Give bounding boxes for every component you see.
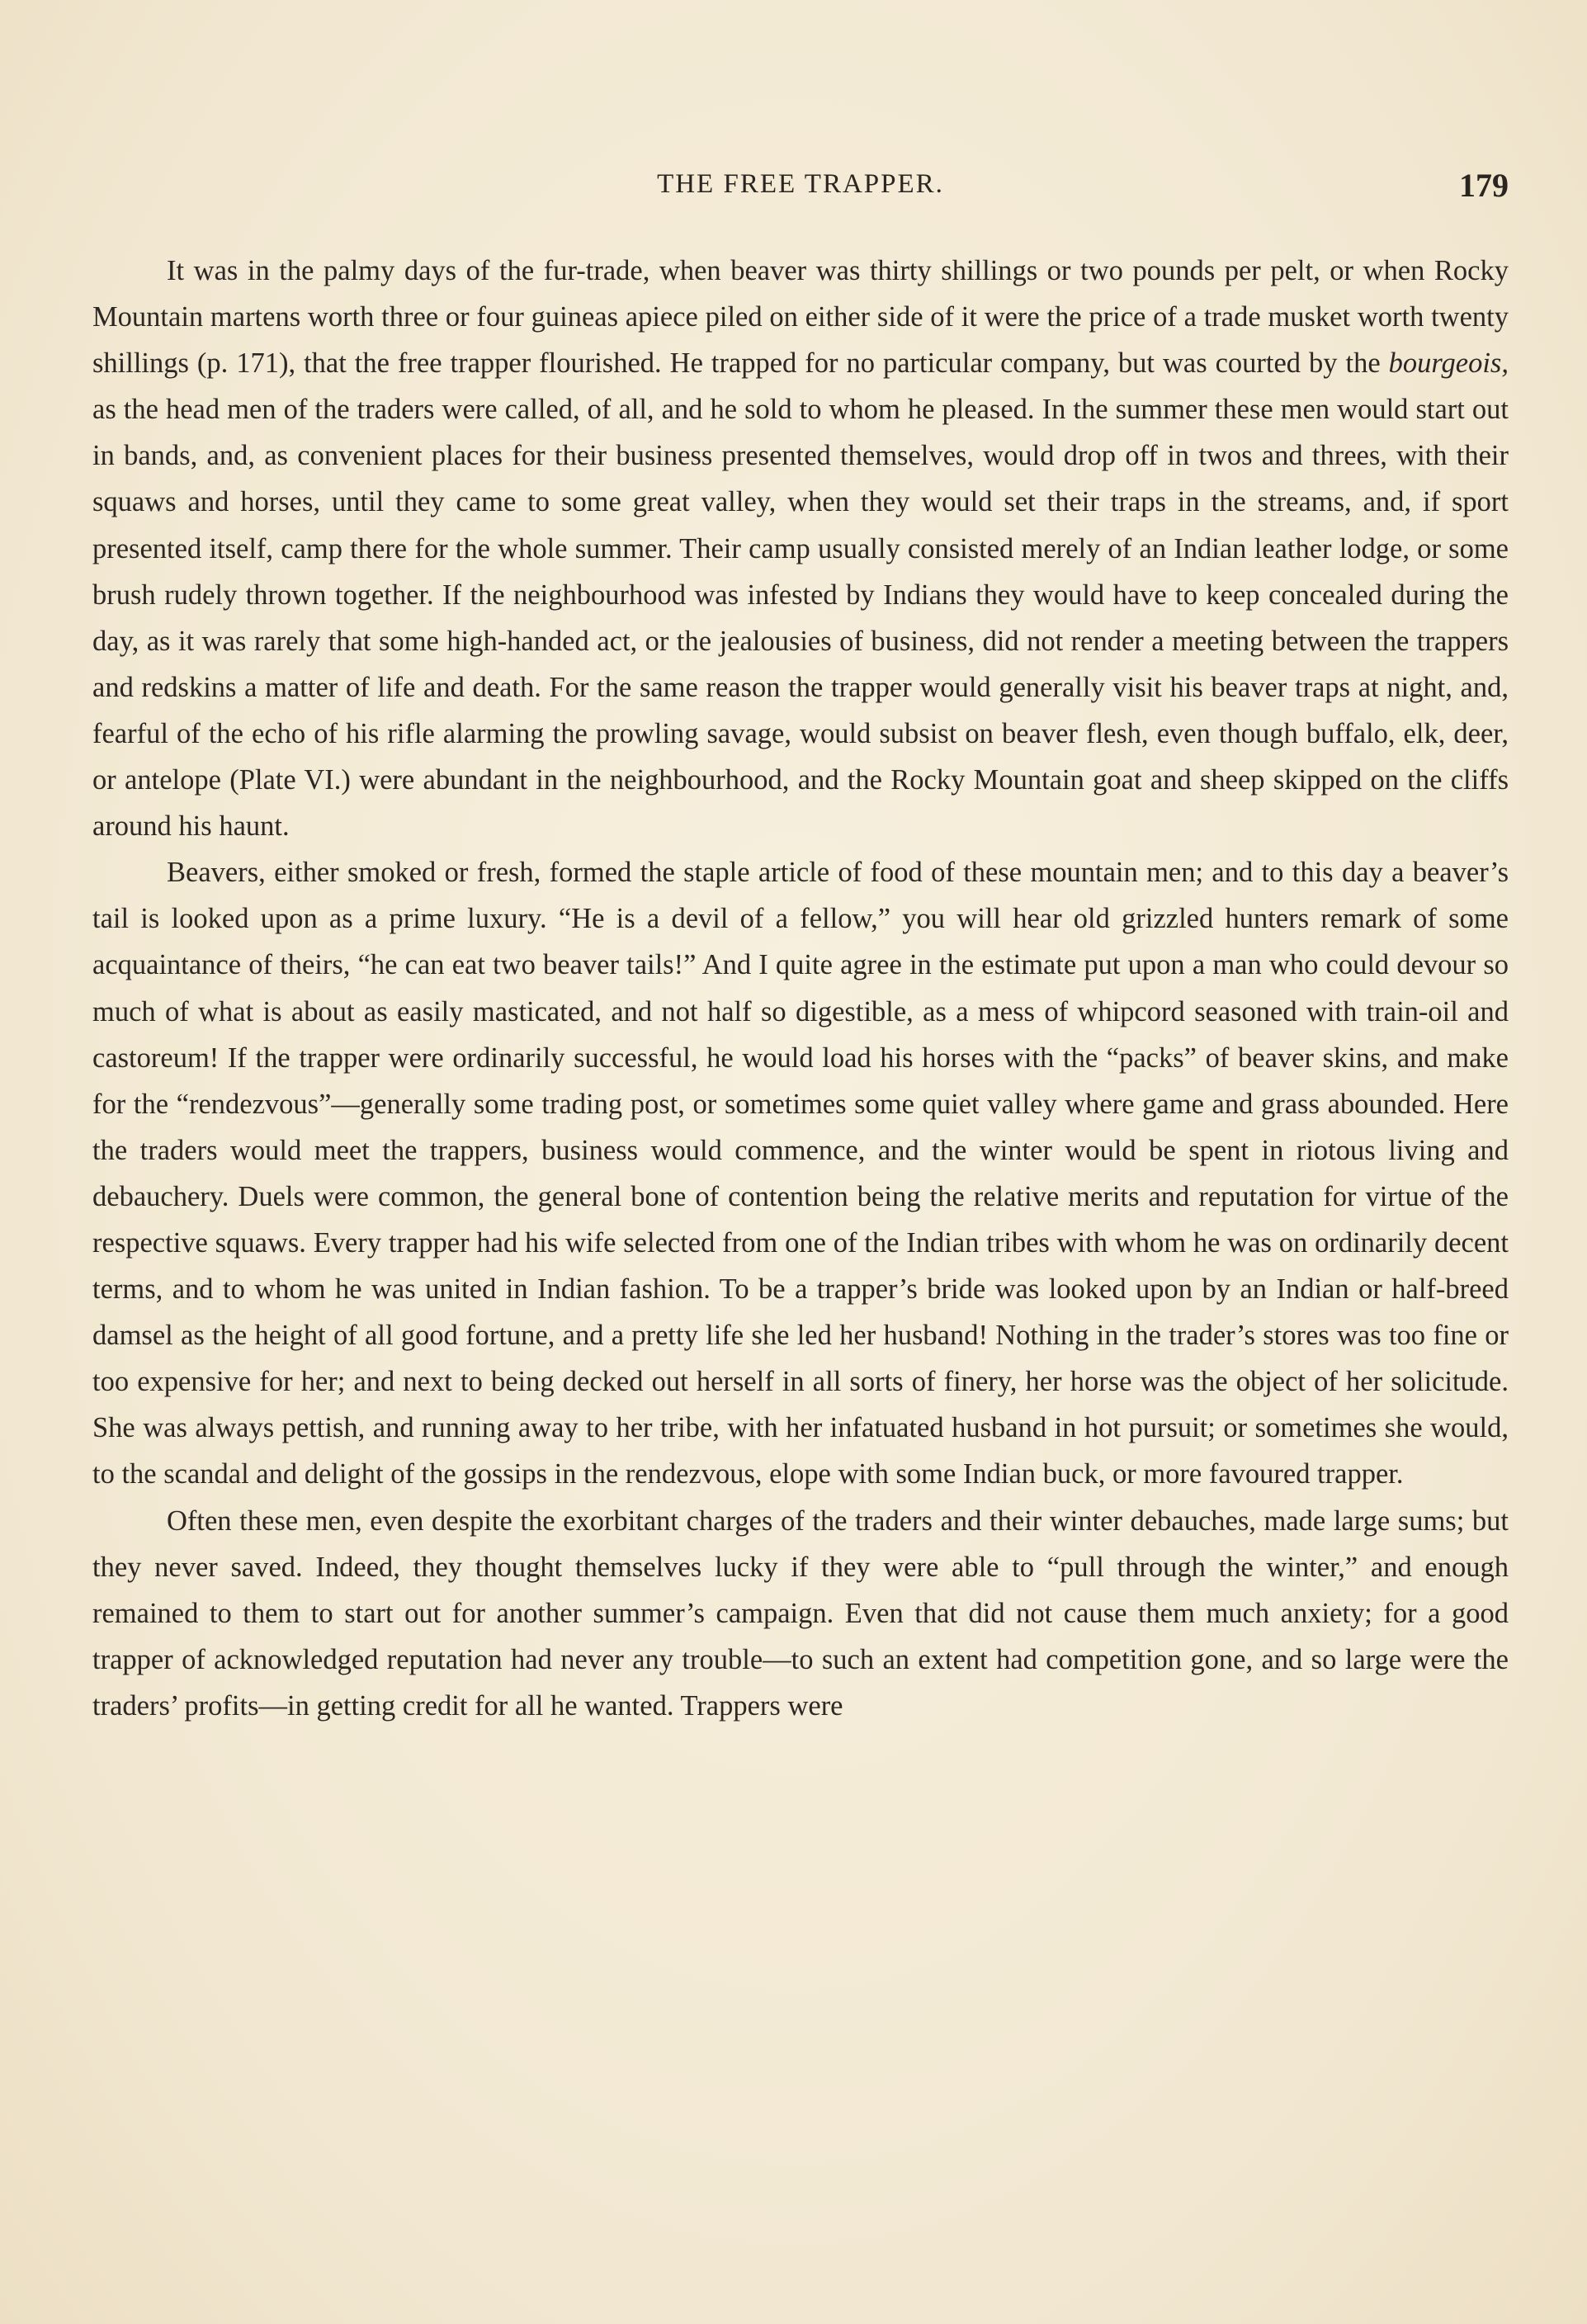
paragraph-1-text-a: It was in the palmy days of the fur-trade, when beaver was thirty shillings or two pounds per pelt, or when Rocky Mountain martens worth three or four guineas apiece piled on either side of it were the price of a trade musket worth twenty shillings (p. 171), that the free trapper flourished. He trapped for no particular company, but was courted by the xyxy=(92,255,1509,380)
paragraph-1-text-b: as the head men of the traders were called, of all, and he sold to whom he pleased. In the summer these men would start out in bands, and, as convenient places for their business presented themselves, would drop off in twos and threes, with their squaws and horses, until they came to some great valley, when they would set their traps in the streams, and, if sport presented itself, camp there for the whole summer. Their camp usually consisted merely of an Indian leather lodge, or some brush rudely thrown together. If the neighbourhood was infested by Indians they would have to keep concealed during the day, as it was rarely that some high-handed act, or the jealousies of business, did not render a meeting between the trappers and redskins a matter of life and death. For the same reason the trapper would generally visit his beaver traps at night, and, fearful of the echo of his rifle alarming the prowling savage, would subsist on beaver flesh, even though buffalo, elk, deer, or antelope (Plate VI.) were abundant in the neighbourhood, and the Rocky Mountain goat and sheep skipped on the cliffs around his haunt. xyxy=(92,394,1509,843)
page-header xyxy=(92,169,1509,210)
italic-term: bourgeois, xyxy=(1388,347,1509,380)
paragraph-2 xyxy=(92,849,1509,1497)
paragraph-1 xyxy=(92,248,1509,849)
paragraph-3-text: Often these men, even despite the exorbitant charges of the traders and their winter debauches, made large sums; but they never saved. Indeed, they thought themselves lucky if they were able to “pull through the winter,” and enough remained to them to start out for another summer’s campaign. Even that did not cause them much anxiety; for a good trapper of acknowledged reputation had never any trouble—to such an extent had competition gone, and so large were the traders’ profits—in getting credit for all he wanted. Trappers were xyxy=(92,1504,1509,1722)
paragraph-3 xyxy=(92,1498,1509,1729)
paragraph-2-text: Beavers, either smoked or fresh, formed the staple article of food of these mountain men; and to this day a beaver’s tail is looked upon as a prime luxury. “He is a devil of a fellow,” you will hear old grizzled hunters remark of some acquaintance of theirs, “he can eat two beaver tails!” And I quite agree in the estimate put upon a man who could devour so much of what is about as easily masticated, and not half so digestible, as a mess of whipcord seasoned with train-oil and castoreum! If the trapper were ordinarily successful, he would load his horses with the “packs” of beaver skins, and make for the “rendezvous”—generally some trading post, or sometimes some quiet valley where game and grass abounded. Here the traders would meet the trappers, business would commence, and the winter would be spent in riotous living and debauchery. Duels were common, the general bone of contention being the relative merits and reputation for virtue of the respective squaws. Every trapper had his wife selected from one of the Indian tribes with whom he was on ordinarily decent terms, and to whom he was united in Indian fashion. To be a trapper’s bride was looked upon by an Indian or half-breed damsel as the height of all good fortune, and a pretty life she led her husband! Nothing in the trader’s stores was too fine or too expensive for her; and next to being decked out herself in all sorts of finery, her horse was the object of her solicitude. She was always pettish, and running away to her tribe, with her infatuated husband in hot pursuit; or sometimes she would, to the scandal and delight of the gossips in the rendezvous, elope with some Indian buck, or more favoured trapper. xyxy=(92,857,1509,1490)
body-text xyxy=(92,248,1509,1729)
page-number: 179 xyxy=(1459,167,1509,204)
running-head: THE FREE TRAPPER. xyxy=(657,169,944,199)
